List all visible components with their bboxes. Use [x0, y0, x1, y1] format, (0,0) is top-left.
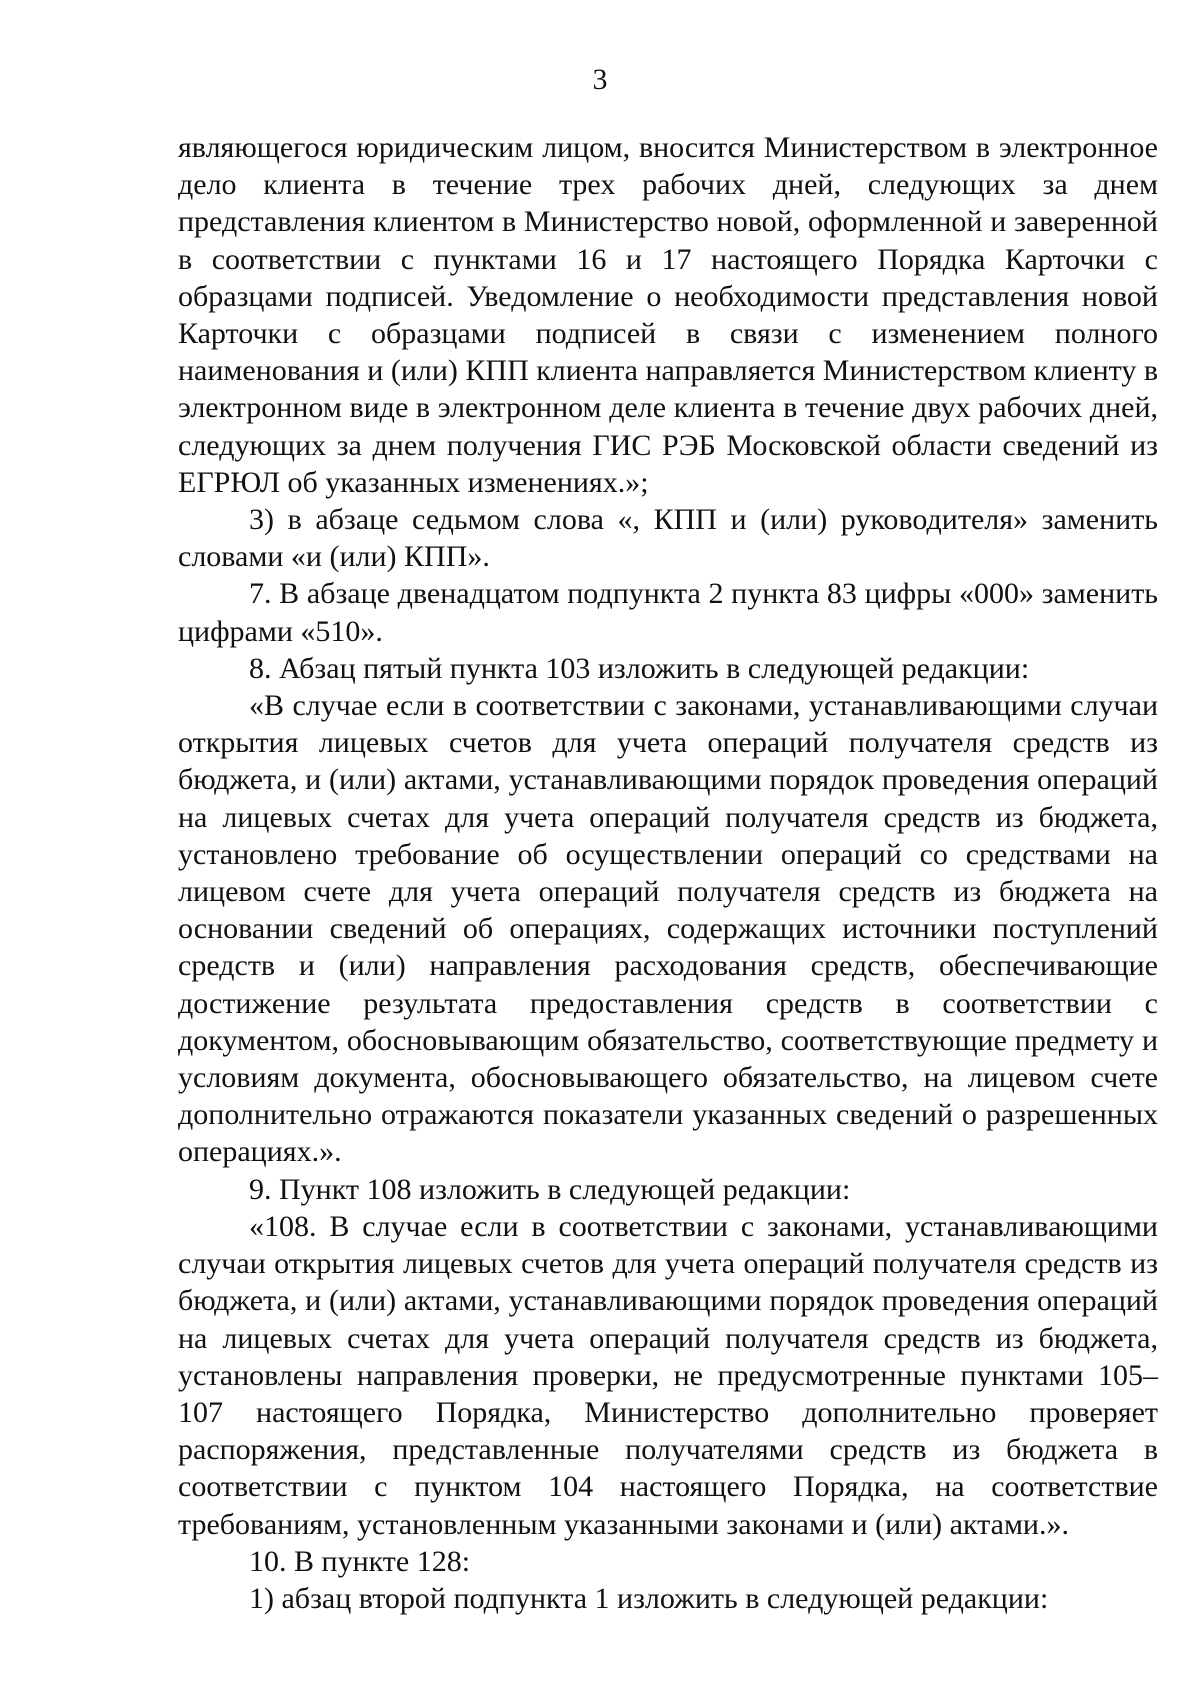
paragraph-item-8: 8. Абзац пятый пункта 103 изложить в следующей редакции:	[249, 651, 1030, 685]
paragraph-continuation: являющегося юридическим лицом, вносится Министерством в электронное дело клиента в течение трех рабочих дней, следующих за днем представления клиентом в Министерство новой, оформленной и заверенной в соответствии с пунктами 16 и 17 настоящего Порядка Карточки с образцами подписей. Уведомление о необходимости представления новой Карточки с образцами подписей в связи с изменением полного наименования и (или) КПП клиента направляется Министерством клиенту в электронном виде в электронном деле клиента в течение двух рабочих дней, следующих за днем получения ГИС РЭБ Московской области сведений из ЕГРЮЛ об указанных изменениях.»;	[178, 131, 1159, 499]
paragraph-item-9-quote: «108. В случае если в соответствии с законами, устанавливающими случаи открытия лицевых счетов для учета операций получателя средств из бюджета, и (или) актами, устанавливающими порядок проведения операций на лицевых счетах для учета операций получателя средств из бюджета, установлены направления проверки, не предусмотренные пунктами 105–107 настоящего Порядка, Министерство дополнительно проверяет распоряжения, представленные получателями средств из бюджета в соответствии с пунктом 104 настоящего Порядка, на соответствие требованиям, установленным указанными законами и (или) актами.».	[178, 1209, 1158, 1541]
paragraph-subitem-3: 3) в абзаце седьмом слова «, КПП и (или) руководителя» заменить словами «и (или) КПП».	[178, 503, 1158, 574]
paragraph-item-7: 7. В абзаце двенадцатом подпункта 2 пункта 83 цифры «000» заменить цифрами «510».	[178, 577, 1158, 648]
paragraph-item-9: 9. Пункт 108 изложить в следующей редакции:	[249, 1172, 851, 1206]
document-body	[178, 129, 1158, 1617]
paragraph-item-8-quote: «В случае если в соответствии с законами, устанавливающими случаи открытия лицевых счетов для учета операций получателя средств из бюджета, и (или) актами, устанавливающими порядок проведения операций на лицевых счетах для учета операций получателя средств из бюджета, установлено требование об осуществлении операций со средствами на лицевом счете для учета операций получателя средств из бюджета на основании сведений об операциях, содержащих источники поступлений средств и (или) направления расходования средств, обеспечивающие достижение результата предоставления средств в соответствии с документом, обосновывающим обязательство, соответствующие предмету и условиям документа, обосновывающего обязательство, на лицевом счете дополнительно отражаются показатели указанных сведений о разрешенных операциях.».	[178, 689, 1158, 1169]
page-number: 3	[592, 63, 608, 96]
paragraph-item-10: 10. В пункте 128:	[249, 1544, 471, 1578]
paragraph-item-10-subitem-1: 1) абзац второй подпункта 1 изложить в следующей редакции:	[249, 1581, 1049, 1615]
